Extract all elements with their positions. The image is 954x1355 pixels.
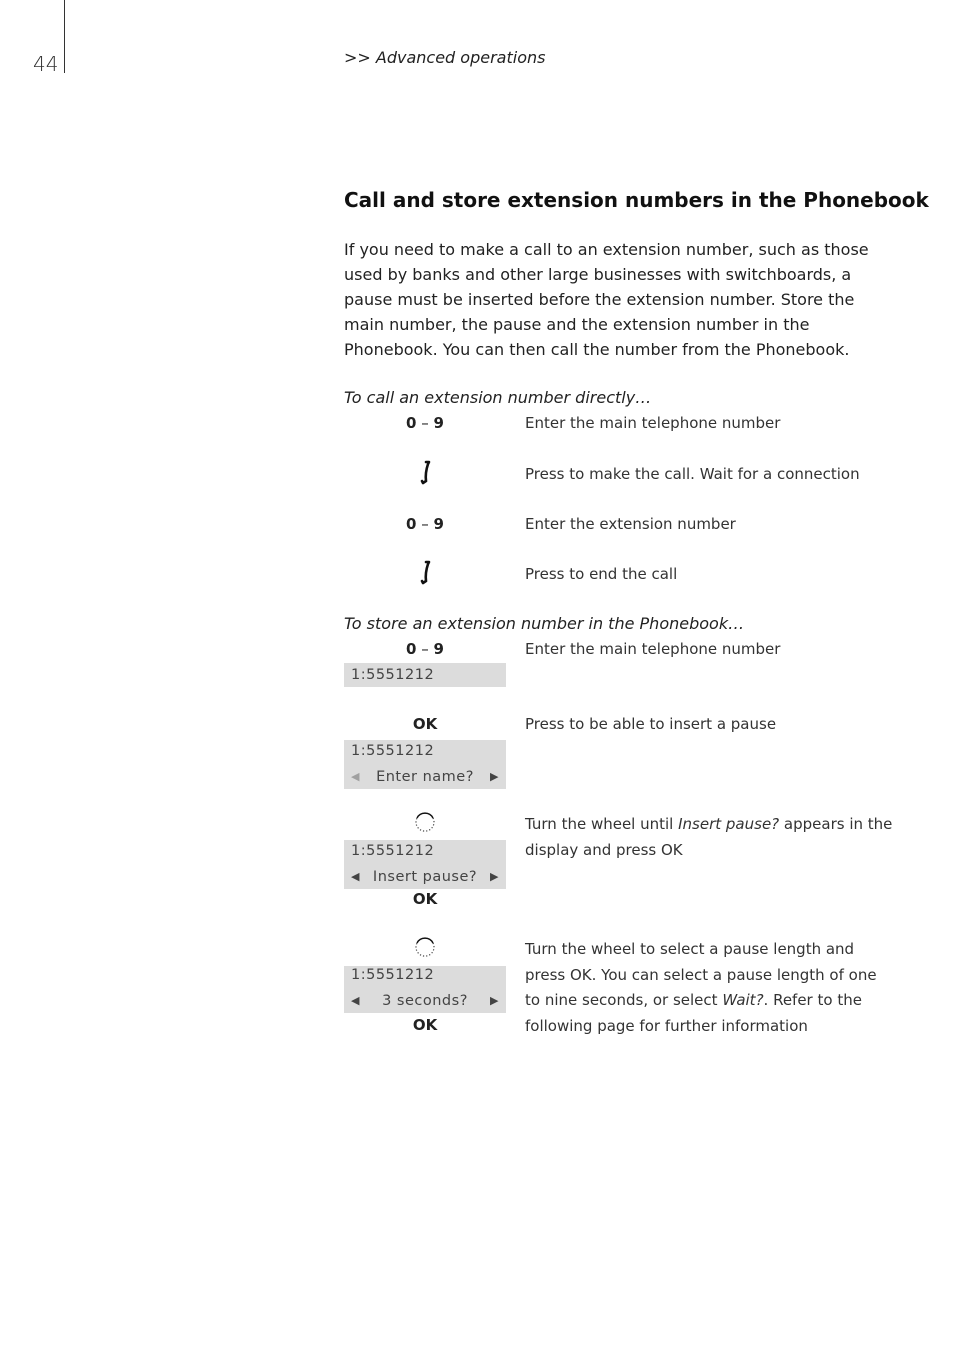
- store-step2-desc: Press to be able to insert a pause: [525, 715, 777, 733]
- phone-handset-icon: [413, 460, 437, 486]
- display-screen: [344, 740, 506, 789]
- store-step1-key: [344, 640, 506, 658]
- display-screen: [344, 840, 506, 889]
- call-step2-desc: Press to make the call. Wait for a connection: [525, 465, 860, 483]
- display-menu-text: Enter name?: [376, 769, 474, 785]
- display-menu-text: 3 seconds?: [382, 993, 468, 1009]
- wheel-icon: [413, 935, 437, 961]
- display-line: 1:5551212: [351, 667, 435, 683]
- desc-italic: Wait?: [722, 991, 764, 1009]
- ok-key: OK: [412, 715, 438, 733]
- arrow-left-icon: ◀: [351, 770, 360, 783]
- display-menu-line: [344, 989, 506, 1013]
- call-step4-desc: Press to end the call: [525, 565, 678, 583]
- call-step3-key: [344, 515, 506, 533]
- store-step4-desc: [525, 937, 895, 1039]
- key-separator: –: [416, 414, 434, 432]
- display-screen: [344, 966, 506, 1013]
- page-number: 44: [33, 52, 59, 76]
- display-menu-text: Insert pause?: [372, 869, 478, 885]
- store-section-heading: To store an extension number in the Phonebook…: [344, 614, 745, 633]
- store-step2-key: [344, 715, 506, 733]
- arrow-left-icon: ◀: [351, 994, 360, 1007]
- call-step1-key: [344, 414, 506, 432]
- key-from: 0: [406, 515, 417, 533]
- ok-key: OK: [412, 1016, 438, 1034]
- desc-italic: Insert pause?: [678, 815, 780, 833]
- desc-text: Turn the wheel until: [525, 815, 679, 833]
- desc-text: appears in the display and press OK: [525, 815, 893, 859]
- arrow-right-icon: ▶: [490, 994, 499, 1007]
- display-line: 1:5551212: [351, 743, 435, 759]
- page-title: Call and store extension numbers in the Phonebook: [344, 188, 929, 212]
- margin-rule: [64, 0, 65, 73]
- key-from: 0: [406, 414, 417, 432]
- store-step4-ok-key: [344, 1016, 506, 1034]
- display-line: 1:5551212: [351, 843, 435, 859]
- arrow-left-icon: ◀: [351, 870, 360, 883]
- display-line: 1:5551212: [351, 967, 435, 983]
- ok-key: OK: [412, 890, 438, 908]
- wheel-icon: [413, 810, 437, 836]
- key-from: 0: [406, 640, 417, 658]
- store-step3-desc: [525, 812, 895, 863]
- call-step3-desc: Enter the extension number: [525, 515, 736, 533]
- store-step3-ok-key: [344, 890, 506, 908]
- section-header: >> Advanced operations: [344, 48, 546, 67]
- key-to: 9: [433, 515, 444, 533]
- store-step1-desc: Enter the main telephone number: [525, 640, 781, 658]
- phone-handset-icon: [413, 560, 437, 586]
- key-separator: –: [416, 515, 434, 533]
- key-separator: –: [416, 640, 434, 658]
- intro-paragraph: If you need to make a call to an extension number, such as those used by banks and other large businesses with switchboards, a pause must be inserted before the extension number. Store the main number, the pause and the extension number in the Phonebook. You can then call the number from the Phonebook.: [344, 240, 869, 359]
- display-menu-line: [344, 765, 506, 789]
- desc-text: . Refer to the following page for further information: [525, 991, 862, 1035]
- call-section-heading: To call an extension number directly…: [344, 388, 652, 407]
- display-screen: [344, 663, 506, 687]
- key-to: 9: [433, 640, 444, 658]
- desc-text: Turn the wheel to select a pause length and press OK. You can select a pause length of one to nine seconds, or select: [525, 940, 877, 1009]
- arrow-right-icon: ▶: [490, 870, 499, 883]
- display-menu-line: [344, 865, 506, 889]
- key-to: 9: [433, 414, 444, 432]
- call-step1-desc: Enter the main telephone number: [525, 414, 781, 432]
- arrow-right-icon: ▶: [490, 770, 499, 783]
